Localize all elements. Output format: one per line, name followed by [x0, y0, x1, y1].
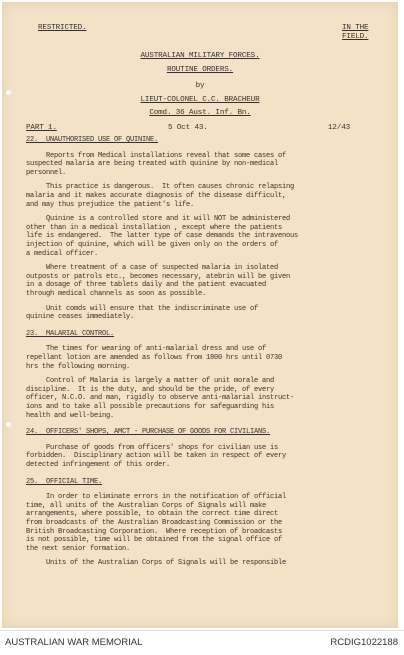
paragraph-line: officer, N.C.O. and man, rigidly to observe anti-malarial instruct-: [26, 394, 295, 403]
location-marking-line-1: IN THE: [342, 24, 369, 32]
paragraph-line: This practice is dangerous. It often causes chronic relapsing: [26, 183, 295, 192]
paragraph-line: suspected malaria are being treated with quinine by non-medical: [26, 160, 279, 169]
paragraph-line: Control of Malaria is largely a matter of unit morale and: [26, 377, 275, 386]
document-page: [2, 2, 398, 628]
paragraph-line: personnel.: [26, 168, 67, 177]
paragraph-line: In order to eliminate errors in the notification of official: [26, 493, 287, 502]
document-title: ROUTINE ORDERS.: [166, 66, 234, 74]
paragraph-line: injection of quinine, which will be given only on the orders of: [26, 241, 279, 249]
paragraph-line: quinine ceases immediately.: [26, 313, 135, 322]
paragraph-line: time, all units of the Australian Corps of Signals will make: [26, 501, 267, 510]
section-heading: 22. UNAUTHORISED USE OF QUININE.: [26, 136, 159, 144]
archive-footer: [0, 630, 404, 655]
paragraph-line: Purchase of goods from officers' shops for civilian use is: [26, 443, 279, 452]
paragraph-line: in a dosage of three tablets daily and the patient evacuated: [26, 281, 267, 290]
paragraph-line: and may thus prejudice the patient's life.: [26, 200, 195, 209]
paragraph-line: forbidden. Disciplinary action will be taken in respect of every: [26, 452, 287, 461]
location-marking-line-2: FIELD.: [342, 33, 369, 41]
paragraph-line: health and well-being.: [26, 411, 115, 420]
issuing-force: AUSTRALIAN MILITARY FORCES.: [140, 52, 260, 60]
paragraph-line: detected infringement of this order.: [26, 461, 171, 469]
paragraph-line: the next senior formation.: [26, 544, 131, 553]
archive-reference: RCDIG1022188: [330, 637, 398, 648]
section-heading: 24. OFFICERS' SHOPS, AMCT - PURCHASE OF GOODS FOR CIVILIANS.: [26, 428, 271, 437]
paragraph-line: Quinine is a controlled store and it will NOT be administered: [26, 215, 291, 224]
paragraph-line: malaria and it makes accurate diagnosis of the disease difficult,: [26, 192, 287, 200]
paragraph-line: repellant lotion are amended as follows from 1800 hrs until 0730: [26, 354, 283, 362]
paragraph-line: Units of the Australian Corps of Signals will be responsible: [26, 559, 287, 568]
paragraph-line: Reports from Medical installations reveal that some cases of: [26, 151, 287, 160]
paragraph-line: through medical channels as soon as possible.: [26, 290, 207, 298]
commander-unit: Comd. 36 Aust. Inf. Bn.: [149, 109, 251, 117]
paragraph-line: a medical officer.: [26, 249, 99, 258]
paragraph-line: discipline. It is the duty, and should be the pride, of every: [26, 385, 275, 394]
paragraph-line: British Broadcasting Corporation. Where reception of broadcasts: [26, 527, 283, 536]
punch-hole: [6, 422, 11, 427]
part-number: PART 1.: [26, 124, 57, 132]
section-heading: 23. MALARIAL CONTROL.: [26, 329, 115, 338]
paragraph-line: The times for wearing of anti-malarial dress and use of: [26, 345, 267, 354]
paragraph-line: other than in a medical installation , except where the patients: [26, 223, 283, 232]
by-line: by: [195, 82, 205, 90]
classification-marking: RESTRICTED.: [38, 24, 87, 32]
paragraph-line: is not possible, time will be obtained from the signal office of: [26, 536, 283, 545]
archive-name: AUSTRALIAN WAR MEMORIAL: [5, 637, 143, 648]
order-number: 12/43: [328, 124, 351, 132]
paragraph-line: ions and to take all possible precautions for safeguarding his: [26, 403, 275, 411]
order-date: 5 Oct 43.: [168, 124, 208, 132]
paragraph-line: life is endangered. The latter type of case demands the intravenous: [26, 232, 299, 241]
commander-name: LIEUT-COLONEL C.C. BRACHEUR: [140, 96, 260, 104]
punch-hole: [6, 90, 11, 95]
paragraph-line: from broadcasts of the Australian Broadcasting Commission or the: [26, 519, 283, 527]
paragraph-line: Where treatment of a case of suspected malaria in isolated: [26, 264, 279, 273]
section-heading: 25. OFFICIAL TIME.: [26, 477, 103, 486]
paragraph-line: hrs the following morning.: [26, 362, 131, 371]
paragraph-line: Unit comds will ensure that the indiscriminate use of: [26, 304, 259, 313]
paragraph-line: arrangements, where possible, to obtain the correct time direct: [26, 510, 279, 519]
paragraph-line: outposts or patrols etc., becomes necessary, atebrin will be given: [26, 272, 291, 281]
